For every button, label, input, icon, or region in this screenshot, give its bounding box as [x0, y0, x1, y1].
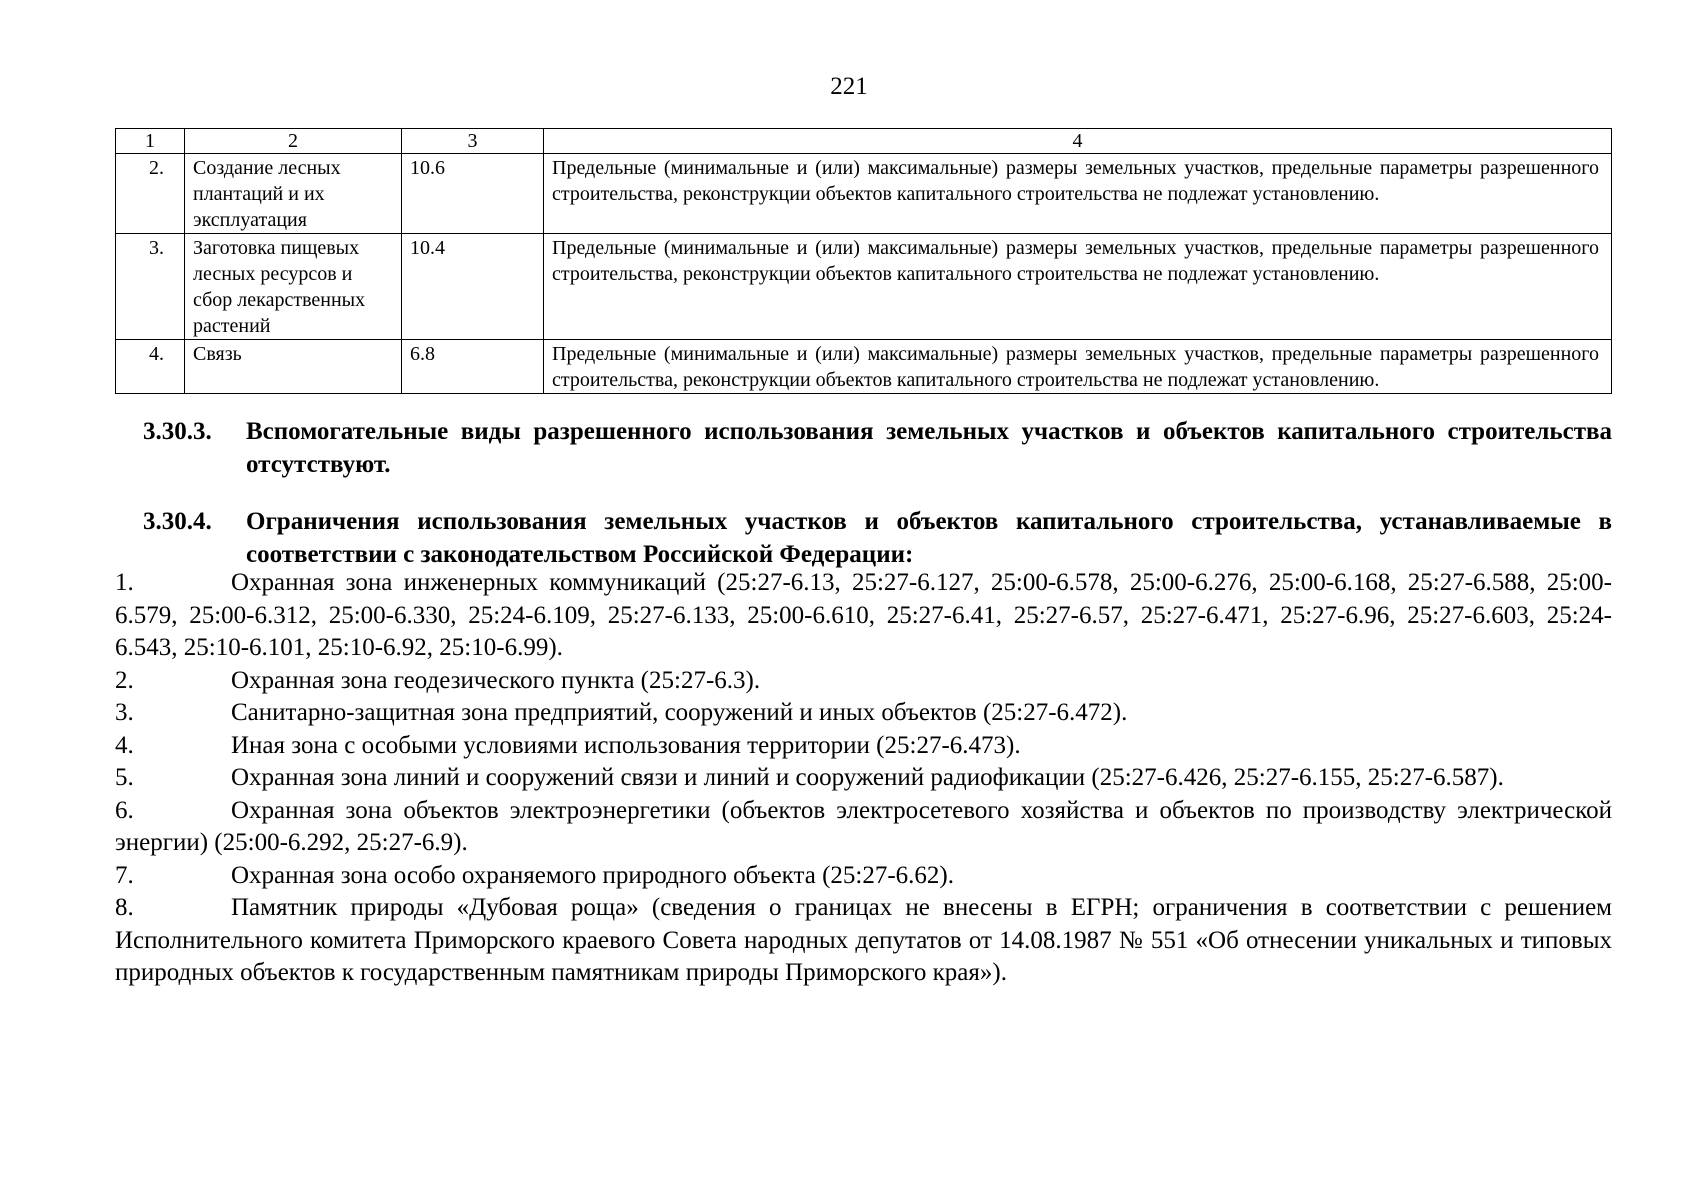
- table-row: [116, 340, 1612, 394]
- item-text: Охранная зона геодезического пункта (25:27-6.3).: [231, 666, 761, 694]
- list-item: [115, 795, 1612, 860]
- item-number: 7.: [115, 861, 134, 889]
- item-number: 1.: [115, 569, 134, 596]
- use-code: 10.6: [402, 154, 544, 234]
- use-name: Заготовка пищевых лесных ресурсов и сбор лекарственных растений: [185, 234, 402, 340]
- restrictions-list: [115, 567, 1612, 990]
- table-row: [116, 234, 1612, 340]
- table-header-cell: 3: [402, 129, 544, 154]
- use-name: Создание лесных плантаций и их эксплуатация: [185, 154, 402, 234]
- page-number: 221: [830, 73, 868, 100]
- item-number: 3.: [115, 699, 134, 726]
- item-number: 5.: [115, 764, 134, 791]
- section-heading: Ограничения использования земельных участков и объектов капитального строительства, устанавливаемые в соответствии с законодательством Российской Федерации:: [246, 508, 1612, 568]
- item-text: Иная зона с особыми условиями использования территории (25:27-6.473).: [231, 731, 1021, 759]
- section-3-30-3: [115, 415, 1612, 481]
- item-number: 6.: [115, 796, 134, 824]
- table-row: [116, 154, 1612, 234]
- list-item: [115, 892, 1612, 990]
- item-text: Охранная зона линий и сооружений связи и линий и сооружений радиофикации (25:27-6.426, 25:27-6.155, 25:27-6.587).: [231, 764, 1504, 791]
- item-text: Охранная зона инженерных коммуникаций (25:27-6.13, 25:27-6.127, 25:00-6.578, 25:00-6.276, 25:00-6.168, 25:27-6.588, 25:00-6.579, 25:00-6.312, 25:00-6.330, 25:24-6.109, 25:27-6.133, 25:00-6.610, 25:27-6.41, 25:27-6.57, 25:27-6.471, 25:27-6.96, 25:27-6.603, 25:24-6.543, 25:10-6.101, 25:10-6.92, 25:10-6.99).: [115, 569, 1612, 661]
- section-3-30-4: [115, 505, 1612, 571]
- item-text: Охранная зона особо охраняемого природного объекта (25:27-6.62).: [231, 861, 954, 889]
- row-number: 3.: [116, 234, 185, 340]
- list-item: [115, 730, 1612, 763]
- use-code: 6.8: [402, 340, 544, 394]
- row-number: 2.: [116, 154, 185, 234]
- item-number: 8.: [115, 894, 134, 921]
- permitted-use-table: [115, 128, 1612, 394]
- item-text: Охранная зона объектов электроэнергетики (объектов электросетевого хозяйства и объектов по производству электрической энергии) (25:00-6.292, 25:27-6.9).: [115, 796, 1612, 856]
- table-header-cell: 4: [544, 129, 1612, 154]
- item-text: Санитарно-защитная зона предприятий, сооружений и иных объектов (25:27-6.472).: [231, 699, 1128, 726]
- use-parameters: Предельные (минимальные и (или) максимальные) размеры земельных участков, предельные параметры разрешенного строительства, реконструкции объектов капитального строительства не подлежат установлению.: [544, 154, 1612, 234]
- use-name: Связь: [185, 340, 402, 394]
- table-header-cell: 2: [185, 129, 402, 154]
- list-item: [115, 860, 1612, 893]
- list-item: [115, 665, 1612, 698]
- section-number: 3.30.4.: [143, 508, 212, 535]
- section-heading: Вспомогательные виды разрешенного использования земельных участков и объектов капитального строительства отсутствуют.: [246, 418, 1612, 478]
- use-parameters: Предельные (минимальные и (или) максимальные) размеры земельных участков, предельные параметры разрешенного строительства, реконструкции объектов капитального строительства не подлежат установлению.: [544, 234, 1612, 340]
- item-number: 2.: [115, 666, 134, 694]
- table-header-row: [116, 129, 1612, 154]
- list-item: [115, 697, 1612, 730]
- use-parameters: Предельные (минимальные и (или) максимальные) размеры земельных участков, предельные параметры разрешенного строительства, реконструкции объектов капитального строительства не подлежат установлению.: [544, 340, 1612, 394]
- item-number: 4.: [115, 731, 134, 759]
- table-header-cell: 1: [116, 129, 185, 154]
- use-code: 10.4: [402, 234, 544, 340]
- item-text: Памятник природы «Дубовая роща» (сведения о границах не внесены в ЕГРН; ограничения в соответствии с решением Исполнительного комитета Приморского краевого Совета народных депутатов от 14.08.1987 № 551 «Об отнесении уникальных и типовых природных объектов к государственным памятникам природы Приморского края»).: [115, 894, 1612, 986]
- list-item: [115, 762, 1612, 795]
- list-item: [115, 567, 1612, 665]
- section-number: 3.30.3.: [143, 418, 212, 445]
- row-number: 4.: [116, 340, 185, 394]
